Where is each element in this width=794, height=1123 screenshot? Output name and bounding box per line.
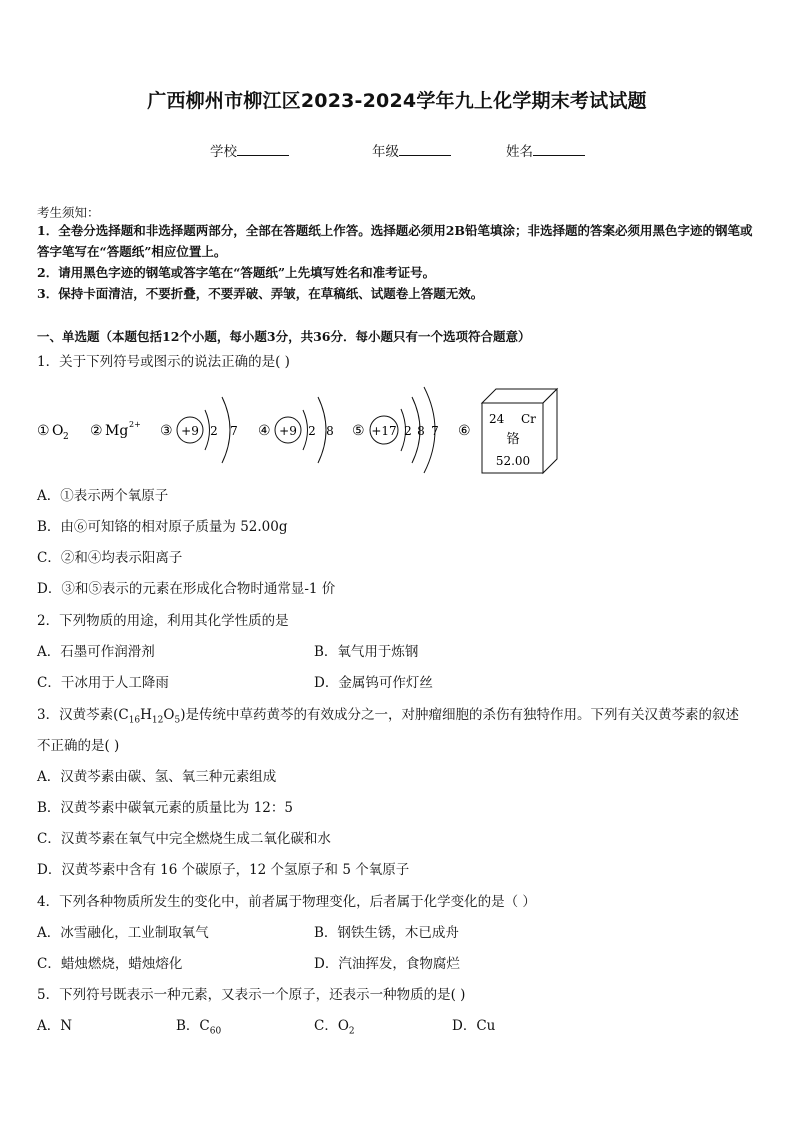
q1-stem: 1．关于下列符号或图示的说法正确的是( ) — [37, 354, 290, 370]
school-field — [210, 140, 289, 160]
q5-option-c-subscript: 2 — [348, 1026, 355, 1037]
element-tile — [482, 389, 557, 473]
atom-4-nucleus-charge: +9 — [279, 424, 297, 438]
name-label: 姓名 — [506, 144, 533, 160]
q4-option-c: C．蜡烛燃烧，蜡烛熔化 — [37, 956, 183, 972]
symbol-6-number: ⑥ — [458, 423, 471, 439]
q3-stem-line2: 不正确的是( ) — [37, 738, 120, 754]
grade-label: 年级 — [372, 144, 399, 160]
notice-heading: 考生须知： — [37, 205, 100, 220]
q5-option-b — [176, 1017, 221, 1042]
q1-option-b: B．由⑥可知铬的相对原子质量为 52.00g — [37, 519, 288, 535]
section-heading: 一、单选题（本题包括12个小题，每小题3分，共36分．每小题只有一个选项符合题意） — [37, 329, 531, 344]
q4-option-a: A．冰雪融化，工业制取氧气 — [37, 925, 209, 941]
atom-5-shell-1-count: 2 — [404, 424, 412, 438]
atom-3-shell-1-count: 2 — [210, 424, 218, 438]
element-name: 铬 — [506, 432, 520, 447]
q1-option-c: C．②和④均表示阳离子 — [37, 550, 183, 566]
symbol-1-formula: O — [52, 423, 64, 439]
symbol-5-number: ⑤ — [352, 423, 365, 439]
q2-option-d: D．金属钨可作灯丝 — [314, 675, 433, 691]
q3-formula-o-count: 5 — [174, 715, 181, 726]
name-blank — [533, 142, 585, 156]
q3-stem — [37, 706, 739, 731]
notice-item-1: 1．全卷分选择题和非选择题两部分，全部在答题纸上作答。选择题必须用2B铅笔填涂；非选择题的答案必须用黑色字迹的钢笔或答字笔写在“答题纸”相应位置上。 — [37, 223, 753, 259]
atom-5-nucleus-charge: +17 — [371, 424, 397, 438]
atom-5-shell-2-count: 8 — [417, 424, 425, 438]
q4-option-d: D．汽油挥发，食物腐烂 — [314, 956, 460, 972]
q1-option-d: D．③和⑤表示的元素在形成化合物时通常显-1 价 — [37, 581, 336, 597]
q3-option-a: A．汉黄芩素由碳、氢、氧三种元素组成 — [37, 769, 277, 785]
page-title: 广西柳州市柳江区2023-2024学年九上化学期末考试试题 — [147, 90, 647, 112]
symbol-1-subscript: 2 — [63, 432, 69, 442]
q3-stem-pre: 3．汉黄芩素(C — [37, 707, 129, 723]
symbol-3-number: ③ — [160, 423, 173, 439]
symbol-2-formula: Mg — [105, 423, 129, 439]
atom-4-shell-1-count: 2 — [308, 424, 316, 438]
atom-5-shell-3-count: 7 — [431, 424, 439, 438]
atom-3-nucleus-charge: +9 — [181, 424, 199, 438]
notice-item-2: 2．请用黑色字迹的钢笔或答字笔在“答题纸”上先填写姓名和准考证号。 — [37, 265, 436, 280]
q3-option-b: B．汉黄芩素中碳氧元素的质量比为 12：5 — [37, 800, 293, 816]
symbol-4-number: ④ — [258, 423, 271, 439]
atom-4-shell-2 — [318, 397, 326, 463]
q5-stem: 5．下列符号既表示一种元素，又表示一个原子，还表示一种物质的是( ) — [37, 987, 466, 1003]
atom-3-shell-1 — [205, 410, 210, 450]
element-mass: 52.00 — [495, 454, 531, 468]
q4-stem: 4．下列各种物质所发生的变化中，前者属于物理变化，后者属于化学变化的是（ ） — [37, 894, 536, 910]
q2-option-b: B．氧气用于炼钢 — [314, 644, 419, 660]
atom-3-shell-2-count: 7 — [230, 424, 238, 438]
q5-option-d: D．Cu — [452, 1018, 496, 1034]
q3-option-d: D．汉黄芩素中含有 16 个碳原子，12 个氢原子和 5 个氧原子 — [37, 862, 410, 878]
element-symbol: Cr — [521, 412, 536, 426]
grade-field — [372, 140, 451, 160]
q4-option-b: B．钢铁生锈，木已成舟 — [314, 925, 459, 941]
grade-blank — [399, 142, 451, 156]
atom-4-shell-2-count: 8 — [326, 424, 334, 438]
notice-item-3: 3．保持卡面清洁，不要折叠，不要弄破、弄皱，在草稿纸、试题卷上答题无效。 — [37, 286, 484, 301]
q5-option-a: A．N — [37, 1018, 73, 1034]
element-atomic-number: 24 — [489, 412, 505, 426]
q2-option-a: A．石墨可作润滑剂 — [37, 644, 155, 660]
symbol-2-number: ② — [90, 423, 103, 439]
q1-diagram — [0, 385, 794, 485]
q3-stem-post: )是传统中草药黄芩的有效成分之一，对肿瘤细胞的杀伤有独特作用。下列有关汉黄芩素的叙述 — [180, 707, 739, 723]
q5-option-b-subscript: 60 — [209, 1026, 222, 1037]
atom-3-shell-2 — [222, 397, 230, 463]
q3-formula-h-count: 12 — [151, 715, 164, 726]
q5-option-c-text: C．O — [314, 1018, 349, 1034]
q3-formula-h: H — [140, 707, 152, 723]
q3-formula-c-count: 16 — [128, 715, 141, 726]
q3-option-c: C．汉黄芩素在氧气中完全燃烧生成二氧化碳和水 — [37, 831, 331, 847]
q1-option-a: A．①表示两个氧原子 — [37, 488, 169, 504]
symbol-2-charge: 2+ — [129, 420, 141, 429]
name-field — [506, 140, 585, 160]
q2-stem: 2．下列物质的用途，利用其化学性质的是 — [37, 613, 289, 629]
q2-option-c: C．干冰用于人工降雨 — [37, 675, 169, 691]
q3-formula-o: O — [163, 707, 175, 723]
q5-option-b-text: B．C — [176, 1018, 210, 1034]
school-blank — [237, 142, 289, 156]
school-label: 学校 — [210, 144, 237, 160]
q5-option-c — [314, 1017, 355, 1042]
symbol-1-number: ① — [37, 423, 50, 439]
atom-4-shell-1 — [303, 410, 308, 450]
